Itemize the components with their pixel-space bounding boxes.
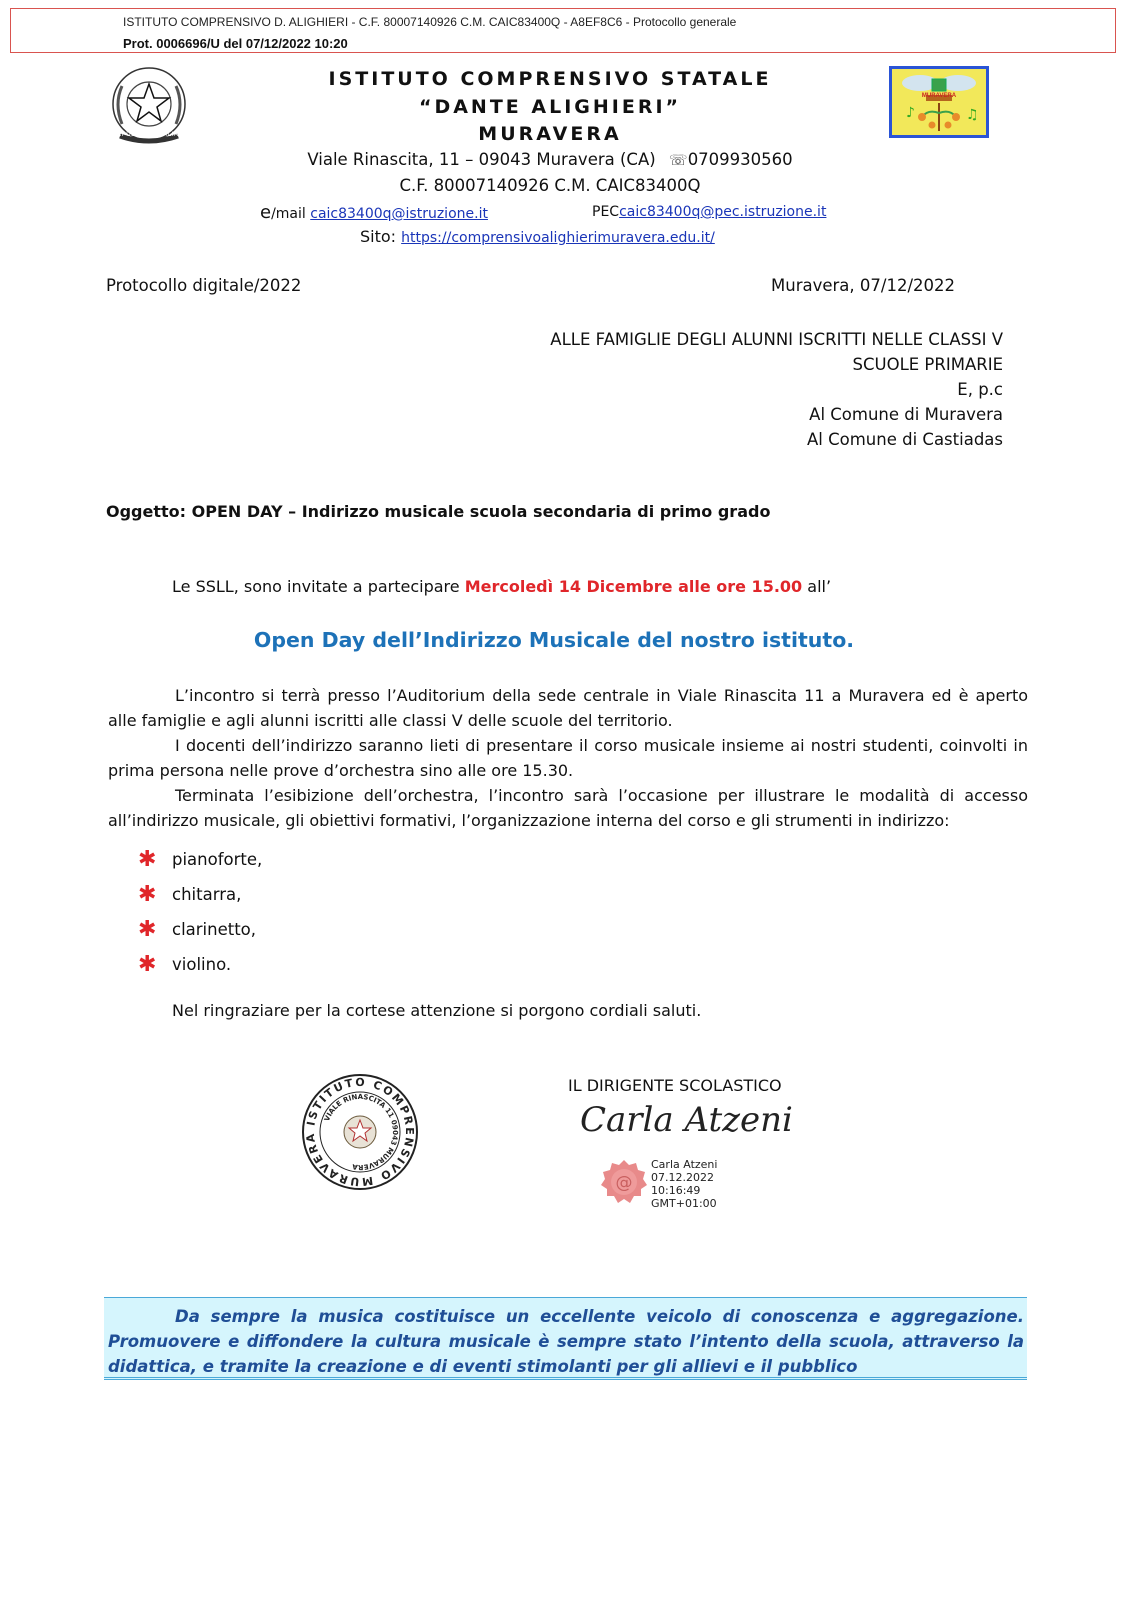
- instrument-name: chitarra,: [172, 885, 242, 904]
- event-datetime: Mercoledì 14 Dicembre alle ore 15.00: [464, 577, 803, 596]
- email-link[interactable]: caic83400q@istruzione.it: [310, 206, 488, 222]
- school-title-2: “DANTE ALIGHIERI”: [418, 96, 682, 118]
- stamp-time: 10:16:49: [651, 1184, 701, 1197]
- asterisk-bullet-icon: ✱: [138, 882, 157, 907]
- site-link[interactable]: https://comprensivoalighierimuravera.edu.it/: [401, 230, 715, 246]
- asterisk-bullet-icon: ✱: [138, 917, 157, 942]
- email-label: /mail: [271, 206, 311, 222]
- place-date: Muravera, 07/12/2022: [771, 276, 955, 295]
- asterisk-bullet-icon: ✱: [138, 847, 157, 872]
- paragraph-teachers: I docenti dell’indirizzo saranno lieti di presentare il corso musicale insieme ai nostri studenti, coinvolti in prima persona nelle prove d’orchestra sino alle ore 15.30.: [108, 736, 1028, 780]
- protocol-line-1: ISTITUTO COMPRENSIVO D. ALIGHIERI - C.F. 80007140926 C.M. CAIC83400Q - A8EF8C6 - Protocollo generale: [123, 15, 737, 29]
- asterisk-bullet-icon: ✱: [138, 952, 157, 977]
- pec-label: PEC: [592, 204, 620, 220]
- seal-inner-text: VIALE RINASCITA 11 09043 MURAVERA: [322, 1092, 400, 1172]
- school-seal: [300, 1072, 420, 1192]
- invite-line: [172, 577, 831, 596]
- list-item: [138, 842, 262, 877]
- svg-text:♫: ♫: [966, 107, 979, 123]
- event-title: Open Day dell’Indirizzo Musicale del nostro istituto.: [253, 628, 855, 652]
- stamp-timezone: GMT+01:00: [651, 1197, 717, 1210]
- logo-text: MURAVERA: [921, 93, 957, 99]
- pec-link[interactable]: caic83400q@pec.istruzione.it: [619, 204, 827, 220]
- protocol-line-2: Prot. 0006696/U del 07/12/2022 10:20: [123, 36, 348, 51]
- paragraph-program: Terminata l’esibizione dell’orchestra, l’incontro sarà l’occasione per illustrare le modalità di accesso all’indirizzo musicale, gli obiettivi formativi, l’organizzazione interna del corso e gli strumenti in indirizzo:: [108, 786, 1028, 830]
- recipients-block: [500, 327, 1003, 452]
- list-item: [138, 877, 262, 912]
- recipient-line: E, p.c: [957, 380, 1003, 399]
- email-label-e: e: [260, 202, 272, 223]
- list-item: [138, 912, 262, 947]
- recipient-line: SCUOLE PRIMARIE: [852, 355, 1003, 374]
- protocol-number: Protocollo digitale/2022: [106, 276, 302, 295]
- school-title-3: MURAVERA: [478, 123, 622, 145]
- stamp-date: 07.12.2022: [651, 1171, 714, 1184]
- svg-text:♪: ♪: [906, 105, 915, 121]
- pec-line: [592, 204, 826, 220]
- svg-text:@: @: [615, 1173, 633, 1193]
- recipient-line: Al Comune di Castiadas: [807, 430, 1003, 449]
- instrument-name: violino.: [172, 955, 232, 974]
- instrument-name: pianoforte,: [172, 850, 263, 869]
- school-address-line: [230, 150, 870, 169]
- school-title-1: ISTITUTO COMPRENSIVO STATALE: [328, 68, 772, 90]
- invite-text: Le SSLL, sono invitate a partecipare: [172, 577, 465, 596]
- subject-line: Oggetto: OPEN DAY – Indirizzo musicale scuola secondaria di primo grado: [106, 502, 771, 521]
- school-address: Viale Rinascita, 11 – 09043 Muravera (CA): [307, 150, 656, 169]
- list-item: [138, 947, 262, 982]
- recipient-line: ALLE FAMIGLIE DEGLI ALUNNI ISCRITTI NELLE CLASSI V: [550, 330, 1003, 349]
- invite-text-end: all’: [802, 577, 832, 596]
- quote-text: Da sempre la musica costituisce un eccellente veicolo di conoscenza e aggregazione. Promuovere e diffondere la cultura musicale è sempre stato l’intento della scuola, attraverso la didattica, e tramite la creazione e di eventi stimolanti per gli allievi e il pubblico: [108, 1307, 1024, 1376]
- closing-line: Nel ringraziare per la cortese attenzione si porgono cordiali saluti.: [172, 1001, 702, 1020]
- site-label: Sito:: [360, 227, 402, 246]
- emblem-ribbon-text: REPUBBLICA ITALIANA: [112, 132, 188, 138]
- recipient-line: Al Comune di Muravera: [809, 405, 1003, 424]
- school-codes: C.F. 80007140926 C.M. CAIC83400Q: [399, 176, 701, 195]
- site-line: [360, 227, 715, 246]
- signatory-role: IL DIRIGENTE SCOLASTICO: [568, 1076, 782, 1095]
- digital-signature-seal-icon: [600, 1158, 648, 1206]
- instrument-name: clarinetto,: [172, 920, 257, 939]
- phone-icon: ☏: [668, 151, 688, 169]
- email-line: [260, 202, 488, 223]
- signature-script: Carla Atzeni: [580, 1100, 793, 1140]
- stamp-name: Carla Atzeni: [651, 1158, 718, 1171]
- school-logo: [889, 66, 989, 138]
- digital-signature-details: [651, 1158, 717, 1210]
- seal-outer-text: ISTITUTO COMPRENSIVO MURAVERA: [303, 1075, 417, 1189]
- school-phone: 0709930560: [687, 150, 793, 169]
- protocol-box: [10, 8, 1116, 53]
- paragraph-location: L’incontro si terrà presso l’Auditorium della sede centrale in Viale Rinascita 11 a Muravera ed è aperto alle famiglie e agli alunni iscritti alle classi V delle scuole del territorio.: [108, 686, 1028, 730]
- instrument-list: [138, 842, 262, 982]
